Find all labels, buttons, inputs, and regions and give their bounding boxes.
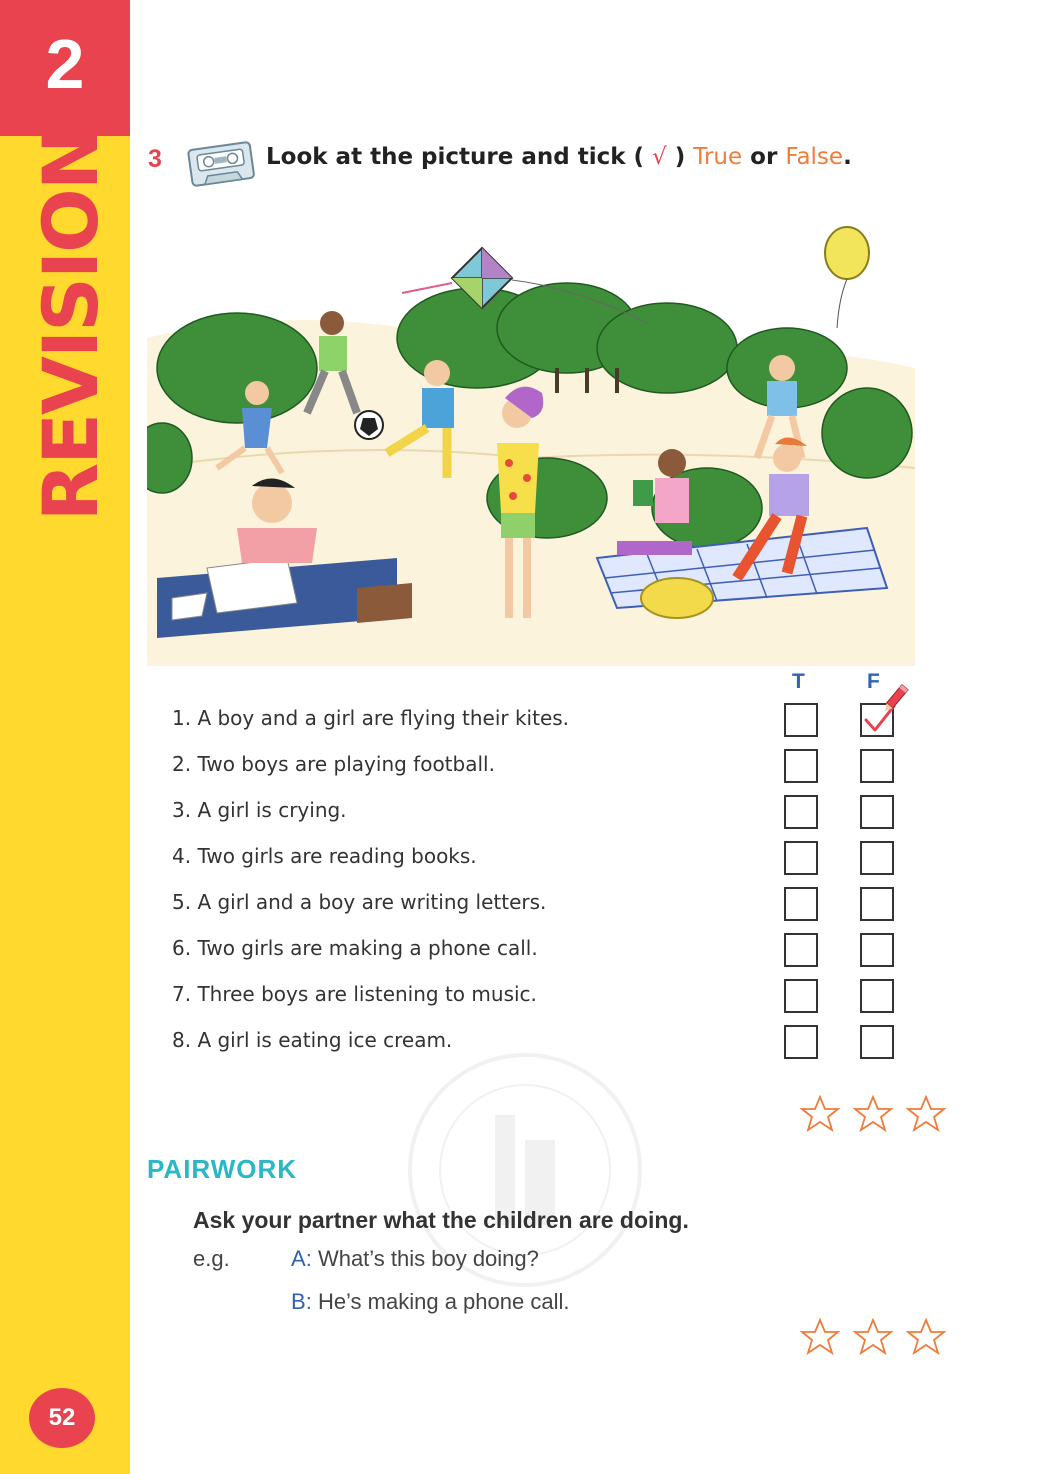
instruction-close: )	[674, 144, 686, 170]
unit-number: 2	[45, 25, 85, 103]
instruction-start: Look at the picture and tick (	[266, 144, 645, 170]
statement-1: 1. A boy and a girl are flying their kites.	[172, 706, 570, 730]
balloon-illustration	[825, 227, 869, 328]
dialogue-line-b: B: He’s making a phone call.	[291, 1289, 570, 1314]
star-outline-icon	[855, 1097, 891, 1130]
statement-7: 7. Three boys are listening to music.	[172, 982, 537, 1006]
checkbox-false-5[interactable]	[860, 887, 894, 921]
cassette-tape-icon[interactable]	[184, 138, 258, 188]
star-rating-pairwork[interactable]	[798, 1316, 948, 1360]
statement-6: 6. Two girls are making a phone call.	[172, 936, 538, 960]
checkbox-true-1[interactable]	[784, 703, 818, 737]
dialogue-line-a: A: What’s this boy doing?	[291, 1246, 539, 1271]
revision-label: REVISION	[25, 128, 115, 522]
star-outline-icon	[802, 1097, 838, 1130]
checkbox-true-5[interactable]	[784, 887, 818, 921]
checkbox-true-4[interactable]	[784, 841, 818, 875]
star-outline-icon	[802, 1320, 838, 1353]
checkbox-true-3[interactable]	[784, 795, 818, 829]
unit-number-box	[0, 0, 130, 136]
or-word: or	[750, 144, 778, 170]
checkmark-pencil-icon	[858, 684, 910, 740]
page-number: 52	[48, 1404, 76, 1431]
pairwork-instruction: Ask your partner what the children are doing.	[193, 1207, 689, 1233]
exercise-instruction	[266, 144, 852, 170]
speaker-b: B	[291, 1289, 306, 1314]
star-rating-quiz[interactable]	[798, 1093, 948, 1137]
dialogue-text-b: He’s making a phone call.	[317, 1289, 570, 1314]
checkbox-false-3[interactable]	[860, 795, 894, 829]
revision-label-container	[25, 128, 115, 522]
exercise-header	[146, 138, 966, 188]
tick-symbol: √	[652, 144, 667, 170]
false-word: False	[785, 144, 844, 170]
checkbox-true-2[interactable]	[784, 749, 818, 783]
statement-3: 3. A girl is crying.	[172, 798, 347, 822]
checkbox-false-4[interactable]	[860, 841, 894, 875]
statement-2: 2. Two boys are playing football.	[172, 752, 495, 776]
checkbox-true-7[interactable]	[784, 979, 818, 1013]
statement-4: 4. Two girls are reading books.	[172, 844, 477, 868]
star-outline-icon	[908, 1320, 944, 1353]
true-word: True	[693, 144, 743, 170]
true-column-header: T	[792, 670, 805, 693]
checkbox-true-8[interactable]	[784, 1025, 818, 1059]
example-label: e.g.	[193, 1246, 230, 1271]
pairwork-title: PAIRWORK	[147, 1154, 298, 1184]
unit-sidebar	[0, 0, 130, 1474]
statement-5: 5. A girl and a boy are writing letters.	[172, 890, 547, 914]
checkbox-false-2[interactable]	[860, 749, 894, 783]
statement-8: 8. A girl is eating ice cream.	[172, 1028, 453, 1052]
star-outline-icon	[908, 1097, 944, 1130]
false-column-header: F	[867, 670, 880, 693]
speaker-a: A	[291, 1246, 306, 1271]
checkbox-false-7[interactable]	[860, 979, 894, 1013]
park-scene-illustration	[147, 218, 915, 666]
page-number-badge	[29, 1388, 95, 1448]
checkbox-true-6[interactable]	[784, 933, 818, 967]
checkbox-false-6[interactable]	[860, 933, 894, 967]
checkbox-false-8[interactable]	[860, 1025, 894, 1059]
exercise-number: 3	[148, 145, 162, 173]
dialogue-text-a: What’s this boy doing?	[317, 1246, 539, 1271]
star-outline-icon	[855, 1320, 891, 1353]
end-punct: .	[843, 144, 852, 170]
